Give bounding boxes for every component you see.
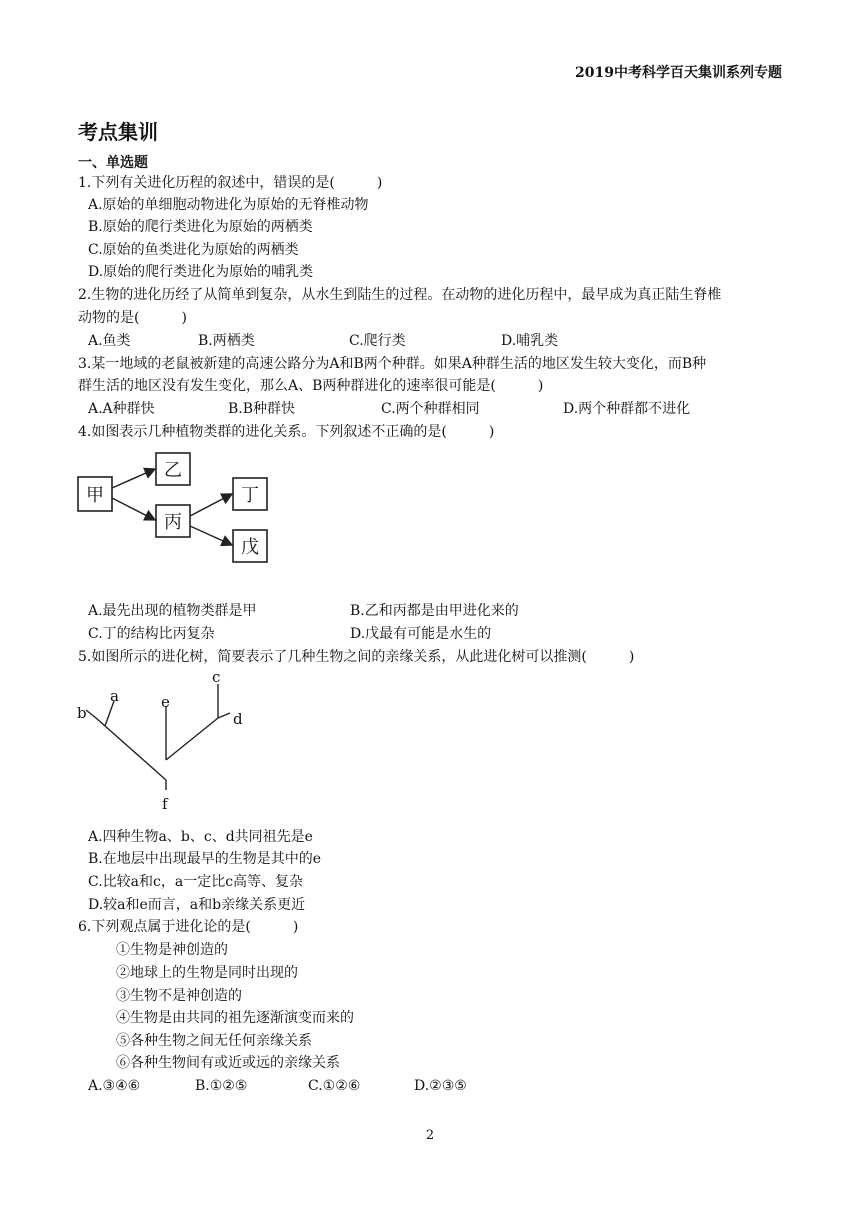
question-5-option-a: A.四种生物a、b、c、d共同祖先是e: [88, 829, 313, 845]
node-bing: 丙: [164, 512, 182, 533]
node-wu: 戊: [241, 537, 259, 558]
question-3-option-c: C.两个种群相同: [381, 401, 480, 417]
question-4-options-row-2: [88, 623, 491, 645]
branch-to-ab: [96, 718, 166, 780]
branch-to-b: [86, 710, 96, 718]
tree-label-e: e: [161, 693, 170, 711]
tree-label-a: a: [110, 687, 119, 705]
branch-to-cd: [166, 718, 218, 760]
question-5-stem: 5.如图所示的进化树，简要表示了几种生物之间的亲缘关系，从此进化树可以推测( ): [78, 649, 635, 665]
tree-label-f: f: [162, 795, 168, 813]
question-3-option-a: A.A种群快: [88, 401, 155, 417]
tree-label-d: d: [233, 710, 243, 728]
question-1-option-d: D.原始的爬行类进化为原始的哺乳类: [88, 264, 314, 280]
question-4-stem: 4.如图表示几种植物类群的进化关系。下列叙述不正确的是( ): [78, 424, 495, 440]
question-6-options: [88, 1075, 467, 1097]
question-1-option-b: B.原始的爬行类进化为原始的两栖类: [88, 219, 313, 235]
page-number: 2: [425, 1128, 435, 1143]
question-2-stem-line-2: 动物的是( ): [78, 310, 187, 326]
plant-evolution-diagram: [76, 448, 276, 564]
question-3-stem-line-2: 群生活的地区没有发生变化，那么A、B两种群进化的速率很可能是( ): [78, 378, 544, 394]
question-6-option-d: D.②③⑤: [414, 1078, 467, 1094]
question-4-option-b: B.乙和丙都是由甲进化来的: [350, 603, 519, 619]
question-6-statement-4: ④生物是由共同的祖先逐渐演变而来的: [116, 1010, 354, 1026]
node-jia: 甲: [86, 485, 104, 506]
node-yi: 乙: [164, 460, 182, 481]
question-6-statement-6: ⑥各种生物间有或近或远的亲缘关系: [116, 1055, 340, 1071]
question-1-stem: 1.下列有关进化历程的叙述中，错误的是( ): [78, 175, 383, 191]
question-5-option-d: D.较a和e而言，a和b亲缘关系更近: [88, 897, 306, 913]
question-2-options: [88, 330, 558, 352]
arrow-jia-to-bing: [112, 498, 155, 520]
question-6-stem: 6.下列观点属于进化论的是( ): [78, 919, 299, 935]
node-ding: 丁: [241, 485, 259, 506]
question-4-option-d: D.戊最有可能是水生的: [350, 626, 492, 642]
question-6-option-b: B.①②⑤: [195, 1078, 248, 1094]
question-1-option-a: A.原始的单细胞动物进化为原始的无脊椎动物: [88, 197, 369, 213]
question-4-option-c: C.丁的结构比丙复杂: [88, 626, 215, 642]
question-6-statement-3: ③生物不是神创造的: [116, 988, 242, 1004]
question-3-stem-line-1: 3.某一地域的老鼠被新建的高速公路分为A和B两个种群。如果A种群生活的地区发生较大变化，而B种: [78, 356, 707, 372]
question-3-option-d: D.两个种群都不进化: [563, 401, 691, 417]
question-6-statement-5: ⑤各种生物之间无任何亲缘关系: [116, 1033, 312, 1049]
question-2-option-d: D.哺乳类: [501, 333, 559, 349]
question-4-option-a: A.最先出现的植物类群是甲: [88, 603, 257, 619]
question-2-stem-line-1: 2.生物的进化历经了从简单到复杂，从水生到陆生的过程。在动物的进化历程中，最早成为真正陆生脊椎: [78, 287, 722, 303]
question-6-option-c: C.①②⑥: [308, 1078, 361, 1094]
question-3-options: [88, 398, 690, 420]
question-6-statement-1: ①生物是神创造的: [116, 942, 228, 958]
question-2-option-a: A.鱼类: [88, 333, 131, 349]
arrow-bing-to-wu: [190, 526, 232, 545]
section-heading: 一、单选题: [78, 155, 148, 171]
tree-label-b: b: [77, 704, 87, 722]
question-6-statement-2: ②地球上的生物是同时出现的: [116, 965, 298, 981]
arrow-bing-to-ding: [190, 494, 232, 516]
page-header: 2019中考科学百天集训系列专题: [575, 65, 782, 81]
question-1-option-c: C.原始的鱼类进化为原始的两栖类: [88, 242, 299, 258]
question-4-options-row-1: [88, 600, 519, 622]
question-3-option-b: B.B种群快: [228, 401, 296, 417]
question-5-option-b: B.在地层中出现最早的生物是其中的e: [88, 851, 322, 867]
question-2-option-c: C.爬行类: [349, 333, 406, 349]
question-2-option-b: B.两栖类: [198, 333, 255, 349]
page-title: 考点集训: [78, 120, 158, 144]
arrow-jia-to-yi: [112, 469, 155, 488]
tree-label-c: c: [212, 668, 221, 686]
evolution-tree-diagram: [72, 668, 252, 818]
question-5-option-c: C.比较a和c，a一定比c高等、复杂: [88, 874, 304, 890]
question-6-option-a: A.③④⑥: [88, 1078, 141, 1094]
branch-to-d: [218, 713, 230, 718]
